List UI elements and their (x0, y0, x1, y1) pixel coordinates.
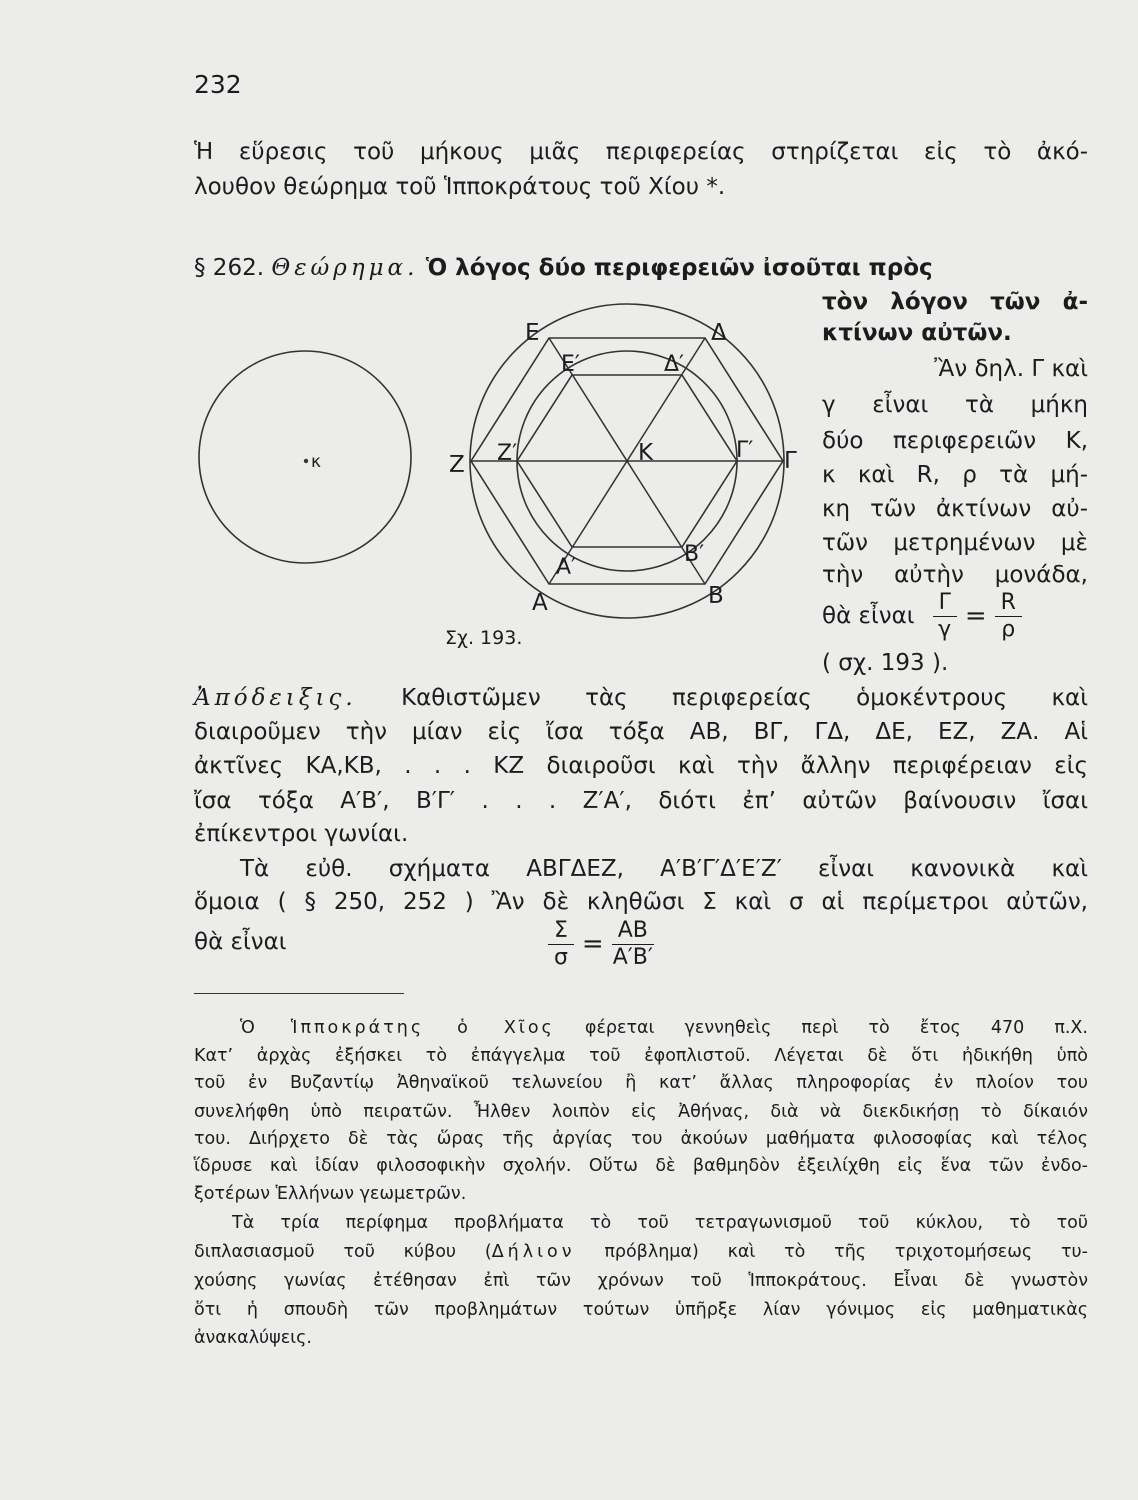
footnote-p2-line-2c: πρόβλημα) καὶ τὸ τῆς τριχοτομήσεως τυ- (604, 1242, 1088, 1262)
footnote-p2-line-2 (194, 1239, 1088, 1265)
footnote-name: Ὁ Ἱπποκράτης ὁ Χῖος (240, 1018, 555, 1038)
label-A: Α (532, 590, 548, 616)
label-D-prime: Δ′ (664, 352, 685, 377)
proof-line-2: διαιροῦμεν τὴν μίαν εἰς ἴσα τόξα ΑΒ, ΒΓ, ΓΔ, ΔΕ, ΕΖ, ΖΑ. Αἱ (194, 719, 1088, 745)
footnote-p2-line-2a: διπλασιασμοῦ τοῦ κύβου ( (194, 1242, 492, 1262)
proof-formula (548, 916, 654, 972)
proof-line-7: ὅμοια ( § 250, 252 ) Ἂν δὲ κληθῶσι Σ καὶ σ αἱ περίμετροι αὐτῶν, (194, 889, 1088, 915)
theorem-body-6: τῶν μετρημένων μὲ (822, 530, 1088, 556)
theorem-label: Θεώρημα. (271, 255, 419, 281)
label-G: Γ (784, 448, 797, 474)
label-K: Κ (638, 440, 654, 466)
footnote-p2-line-1: Τὰ τρία περίφημα προβλήματα τὸ τοῦ τετραγωνισμοῦ τοῦ κύκλου, τὸ τοῦ (232, 1213, 1088, 1233)
proof-fraction-right (612, 918, 654, 971)
proof-frac1-den: σ (553, 944, 568, 970)
footnote-line-7: ξοτέρων Ἑλλήνων γεωμετρῶν. (194, 1184, 467, 1204)
section-number: § 262. (194, 255, 265, 281)
label-A-prime: Α′ (556, 555, 577, 580)
theorem-body-5: κη τῶν ἀκτίνων αὐ- (822, 496, 1088, 522)
proof-label: Ἀπόδειξις. (194, 685, 357, 711)
footnote-delion: Δήλιον (491, 1242, 576, 1262)
proof-frac2-num: ΑΒ (612, 918, 654, 945)
small-circle (199, 351, 411, 563)
footnote-p2-line-3: χούσης γωνίας ἐτέθησαν ἐπὶ τῶν χρόνων τοῦ Ἱπποκράτους. Εἶναι δὲ γνωστὸν (194, 1271, 1088, 1291)
footnote-p2-line-5: ἀνακαλύψεις. (194, 1328, 312, 1348)
footnote-line-5: του. Διήρχετο δὲ τὰς ὥρας τῆς ἀργίας του ἀκούων μαθήματα φιλοσοφίας καὶ τέλος (194, 1129, 1088, 1149)
intro-line-2: λουθον θεώρημα τοῦ Ἱπποκράτους τοῦ Χίου *. (194, 174, 726, 200)
proof-frac2-den: Α′Β′ (612, 944, 653, 970)
proof-line-1-text: Καθιστῶμεν τὰς περιφερείας ὁμοκέντρους καὶ (401, 685, 1088, 711)
formula-prefix: θὰ εἶναι (822, 603, 915, 629)
label-D: Δ (711, 320, 727, 346)
theorem-title-2: τὸν λόγον τῶν ἀ- (822, 289, 1088, 315)
footnote-p2-line-4: ὅτι ἡ σπουδὴ τῶν προβλημάτων τούτων ὑπῆρξε λίαν γόνιμος εἰς μαθηματικὰς (194, 1300, 1088, 1320)
theorem-body-1: Ἂν δηλ. Γ καὶ (934, 356, 1088, 382)
theorem-figure-ref: ( σχ. 193 ). (822, 650, 949, 676)
proof-line-6: Τὰ εὐθ. σχήματα ΑΒΓΔΕΖ, Α′Β′Γ′Δ′Ε′Ζ′ εἶναι κανονικὰ καὶ (240, 856, 1088, 882)
theorem-body-3: δύο περιφερειῶν Κ, (822, 428, 1088, 454)
proof-frac1-num: Σ (548, 918, 574, 945)
label-E: Ε (525, 320, 540, 346)
footnote-line-1-text: φέρεται γεννηθεὶς περὶ τὸ ἔτος 470 π.Χ. (584, 1018, 1088, 1038)
proof-line-8: θὰ εἶναι (194, 929, 287, 955)
theorem-body-4: κ καὶ R, ρ τὰ μή- (822, 462, 1088, 488)
footnote-line-1 (240, 1015, 1088, 1041)
proof-line-3: ἀκτῖνες ΚΑ,ΚΒ, . . . ΚΖ διαιροῦσι καὶ τὴν ἄλλην περιφέρειαν εἰς (194, 753, 1088, 779)
page-number: 232 (194, 70, 242, 99)
label-B-prime: Β′ (684, 542, 705, 567)
label-G-prime: Γ′ (736, 438, 754, 463)
figure-caption: Σχ. 193. (445, 627, 523, 649)
formula-den-left: γ (938, 616, 952, 642)
label-Z-prime: Ζ′ (497, 441, 518, 466)
footnote-line-2: Κατ’ ἀρχὰς ἐξήσκει τὸ ἐπάγγελμα τοῦ ἐφοπλιστοῦ. Λέγεται δὲ ὅτι ἠδικήθη ὑπὸ (194, 1046, 1088, 1066)
footnote-line-6: ἵδρυσε καὶ ἰδίαν φιλοσοφικὴν σχολήν. Οὕτω δὲ βαθμηδὸν ἐξειλίχθη εἰς ἕνα τῶν ἐνδο- (194, 1156, 1088, 1176)
intro-line-1: Ἡ εὕρεσις τοῦ μήκους μιᾶς περιφερείας στηρίζεται εἰς τὸ ἀκό- (194, 139, 1088, 165)
formula-equals: = (964, 601, 987, 631)
label-E-prime: Ε′ (561, 352, 580, 377)
proof-equals: = (581, 929, 604, 959)
theorem-body-7: τὴν αὐτὴν μονάδα, (822, 562, 1088, 588)
theorem-body-2: γ εἶναι τὰ μήκη (822, 392, 1088, 418)
label-Z: Ζ (449, 452, 465, 478)
footnote-line-4: συνελήφθη ὑπὸ πειρατῶν. Ἦλθεν λοιπὸν εἰς Ἀθήνας, διὰ νὰ διεκδικήσῃ τὸ δίκαιόν (194, 1102, 1088, 1122)
proof-line-5: ἐπίκεντροι γωνίαι. (194, 821, 409, 847)
formula-den-right: ρ (1001, 616, 1016, 642)
footnote-rule (194, 993, 404, 994)
small-circle-center (304, 459, 308, 463)
formula-num-right: R (995, 590, 1022, 617)
theorem-title-3: κτίνων αὐτῶν. (822, 320, 1012, 346)
footnote-line-3: τοῦ ἐν Βυζαντίῳ Ἀθηναϊκοῦ τελωνείου ἢ κατ’ ἄλλας πληροφορίας ἐν πλοίον του (194, 1073, 1088, 1093)
theorem-title-1: Ὁ λόγος δύο περιφερειῶν ἰσοῦται πρὸς (425, 255, 933, 281)
proof-line-4: ἴσα τόξα Α′Β′, Β′Γ′ . . . Ζ′Α′, διότι ἐπ’ αὐτῶν βαίνουσιν ἴσαι (194, 788, 1088, 814)
formula-num-left: Γ (933, 590, 957, 617)
label-B: Β (708, 583, 724, 609)
proof-fraction-left (548, 918, 574, 971)
proof-line-1 (194, 683, 1088, 713)
small-circle-label: κ (311, 452, 322, 472)
